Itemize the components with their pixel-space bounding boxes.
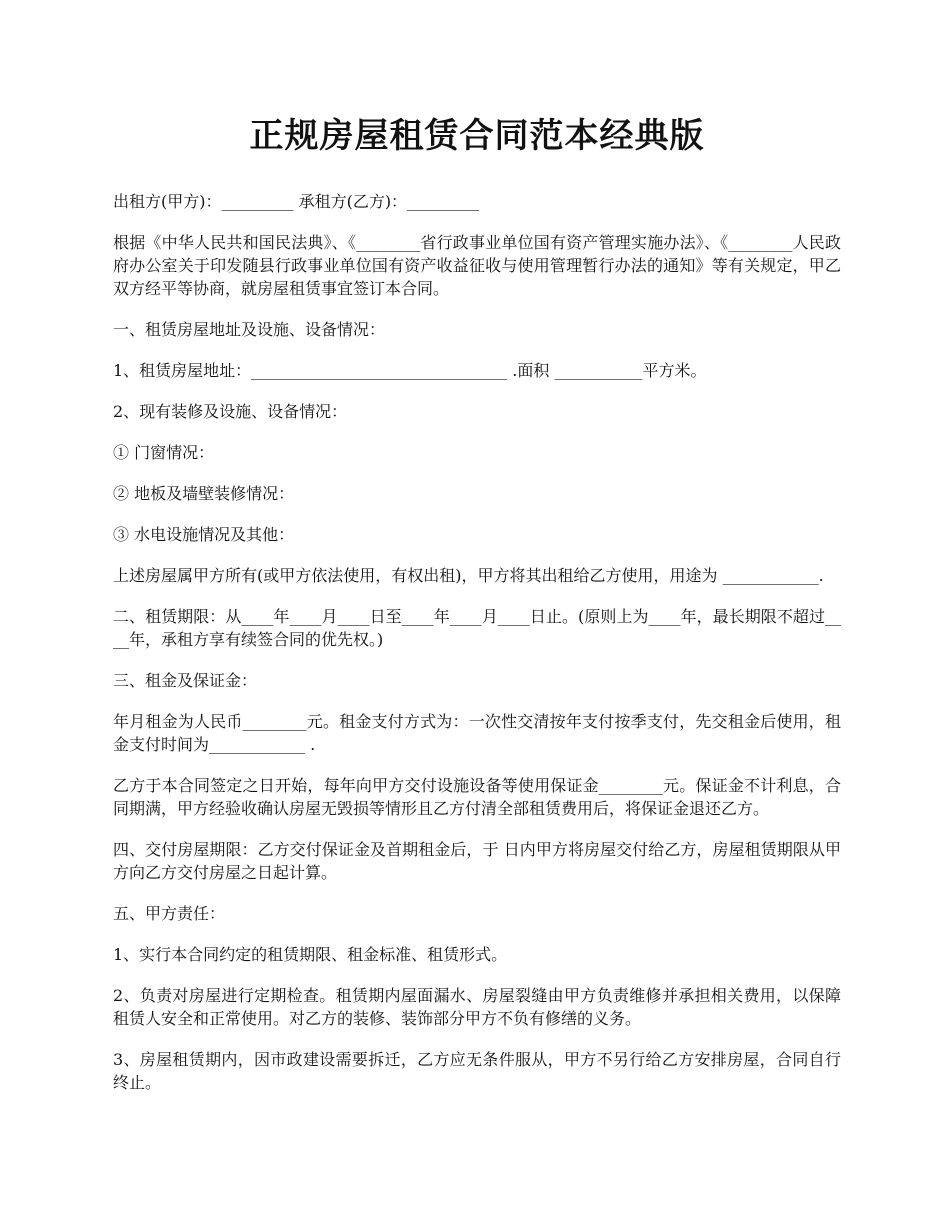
section-heading-1: 一、租赁房屋地址及设施、设备情况： [113, 320, 386, 339]
lease-term-paragraph: 二、租赁期限：从____年____月____日至____年____月____日止。(原则上为____年，最长期限不超过____年，承租方享有续签合同的优先权。) [113, 607, 841, 649]
landlord-duty-3: 3、房屋租赁期内，因市政建设需要拆迁，乙方应无条件服从，甲方不另行给乙方安排房屋，合同自行终止。 [113, 1050, 841, 1092]
equipment-heading: 2、现有装修及设施、设备情况： [113, 402, 348, 421]
house-address-line: 1、租赁房屋地址：________________________________ .面积 ___________平方米。 [113, 361, 707, 380]
document-page [113, 100, 841, 1112]
section-heading-5: 五、甲方责任： [113, 904, 226, 923]
utilities-item: ③ 水电设施情况及其他： [113, 525, 295, 544]
floor-walls-item: ② 地板及墙壁装修情况： [113, 484, 295, 503]
rent-paragraph: 年月租金为人民币________元。租金支付方式为：一次性交清按年支付按季支付，先交租金后使用，租金支付时间为____________ . [113, 712, 841, 754]
doors-windows-item: ① 门窗情况： [113, 443, 215, 462]
landlord-duty-1: 1、实行本合同约定的租赁期限、租金标准、租赁形式。 [113, 945, 508, 964]
delivery-paragraph: 四、交付房屋期限：乙方交付保证金及首期租金后，于 日内甲方将房屋交付给乙方，房屋租赁期限从甲方向乙方交付房屋之日起计算。 [113, 840, 841, 882]
preamble-paragraph: 根据《中华人民共和国民法典》、《________省行政事业单位国有资产管理实施办法》、《________人民政府办公室关于印发随县行政事业单位国有资产收益征收与使用管理暂行办法的通知》等有关规定，甲乙双方经平等协商，就房屋租赁事宜签订本合同。 [113, 233, 841, 298]
section-heading-3: 三、租金及保证金： [113, 671, 258, 690]
landlord-duty-2: 2、负责对房屋进行定期检查。租赁期内屋面漏水、房屋裂缝由甲方负责维修并承担相关费用，以保障租赁人安全和正常使用。对乙方的装修、装饰部分甲方不负有修缮的义务。 [113, 986, 841, 1028]
ownership-paragraph: 上述房屋属甲方所有(或甲方依法使用，有权出租)，甲方将其出租给乙方使用，用途为 ____________. [113, 566, 824, 585]
parties-line: 出租方(甲方)：_________ 承租方(乙方)：_________ [113, 192, 480, 211]
document-title: 正规房屋租赁合同范本经典版 [249, 116, 705, 156]
deposit-paragraph: 乙方于本合同签定之日开始，每年向甲方交付设施设备等使用保证金________元。保证金不计利息，合同期满，甲方经验收确认房屋无毁损等情形且乙方付清全部租赁费用后，将保证金退还乙方。 [113, 776, 841, 818]
